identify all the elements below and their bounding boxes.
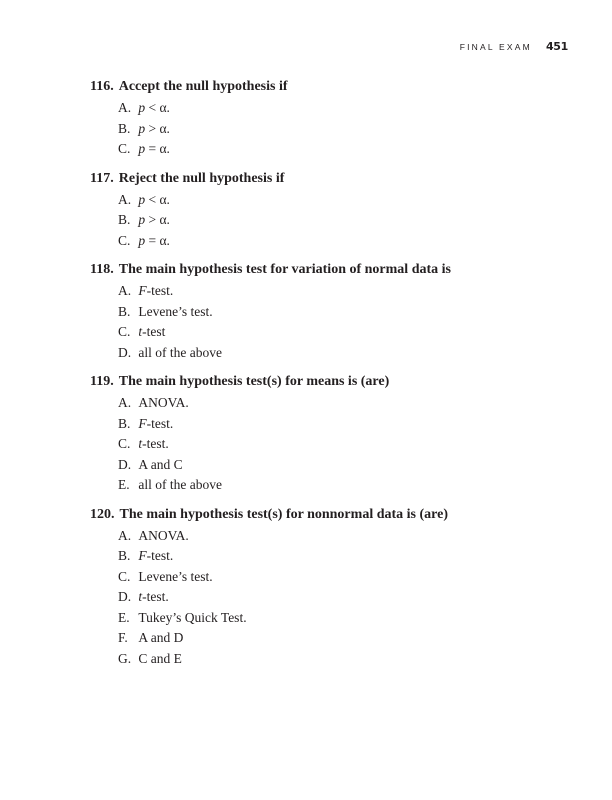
option-label: G.: [118, 650, 132, 666]
option-text: F-test.: [138, 283, 174, 298]
option-label: B.: [118, 548, 131, 563]
option-text: all of the above: [138, 344, 222, 360]
answer-option: [118, 567, 570, 588]
answer-option: [118, 546, 570, 567]
question-120: [90, 506, 570, 670]
question-number: 116.: [90, 79, 114, 94]
option-label: C.: [118, 324, 131, 339]
option-text: ANOVA.: [138, 395, 189, 410]
option-text: F-test.: [138, 415, 174, 431]
option-label: B.: [118, 212, 131, 227]
question-stem: The main hypothesis test for variation of normal data is: [118, 262, 451, 277]
option-text: p = α.: [138, 232, 170, 248]
answer-option: [118, 231, 570, 252]
option-label: D.: [118, 344, 132, 360]
answer-option: [118, 139, 570, 160]
option-text: t-test.: [138, 589, 169, 604]
option-label: B.: [118, 120, 131, 136]
running-header: [460, 40, 568, 53]
answer-option: [118, 475, 570, 496]
option-text: A and D: [138, 630, 184, 645]
question-number: 120.: [90, 506, 115, 522]
option-label: D.: [118, 456, 132, 472]
option-label: B.: [118, 415, 131, 431]
answer-option: [118, 414, 570, 435]
answer-options: [90, 98, 570, 160]
answer-option: [118, 587, 570, 608]
option-text: A and C: [138, 456, 183, 472]
answer-option: [118, 119, 570, 140]
option-label: F.: [118, 630, 128, 645]
option-label: A.: [118, 527, 132, 543]
question-number: 119.: [90, 374, 114, 389]
answer-options: [90, 190, 570, 252]
answer-option: [118, 393, 570, 414]
option-label: C.: [118, 141, 131, 156]
answer-option: [118, 322, 570, 343]
question-stem: The main hypothesis test(s) for means is (are): [118, 374, 390, 389]
option-label: E.: [118, 477, 130, 492]
option-text: Levene’s test.: [138, 303, 213, 319]
answer-option: [118, 302, 570, 323]
option-text: Tukey’s Quick Test.: [138, 609, 247, 625]
option-label: A.: [118, 100, 132, 115]
option-text: p < α.: [138, 191, 170, 207]
option-label: C.: [118, 436, 131, 451]
option-label: C.: [118, 568, 131, 584]
option-label: C.: [118, 232, 131, 248]
section-title: FINAL EXAM: [459, 42, 532, 52]
option-text: all of the above: [138, 477, 222, 492]
option-text: t-test: [138, 324, 166, 339]
option-text: ANOVA.: [138, 527, 189, 543]
question-number: 117.: [90, 170, 114, 186]
option-text: Levene’s test.: [138, 568, 213, 584]
question-119: [90, 373, 570, 496]
question-116: [90, 78, 570, 160]
answer-option: [118, 526, 570, 547]
page-number: 451: [545, 40, 568, 53]
question-stem: The main hypothesis test(s) for nonnormal data is (are): [119, 506, 448, 522]
answer-options: [90, 393, 570, 496]
question-list: [90, 78, 570, 679]
answer-option: [118, 190, 570, 211]
question-number: 118.: [90, 262, 114, 277]
option-text: p = α.: [138, 141, 170, 156]
question-stem: Reject the null hypothesis if: [118, 170, 285, 186]
option-label: E.: [118, 609, 130, 625]
option-label: D.: [118, 589, 132, 604]
answer-options: [90, 281, 570, 363]
option-text: F-test.: [138, 548, 174, 563]
option-text: p < α.: [138, 100, 170, 115]
answer-option: [118, 649, 570, 670]
option-text: t-test.: [138, 436, 169, 451]
question-stem: Accept the null hypothesis if: [118, 79, 288, 94]
answer-option: [118, 98, 570, 119]
answer-options: [90, 526, 570, 670]
answer-option: [118, 608, 570, 629]
answer-option: [118, 281, 570, 302]
answer-option: [118, 343, 570, 364]
answer-option: [118, 628, 570, 649]
answer-option: [118, 434, 570, 455]
option-label: A.: [118, 283, 132, 298]
question-118: [90, 261, 570, 363]
option-text: p > α.: [138, 120, 170, 136]
answer-option: [118, 210, 570, 231]
option-text: p > α.: [138, 212, 170, 227]
answer-option: [118, 455, 570, 476]
option-label: B.: [118, 303, 131, 319]
option-label: A.: [118, 191, 132, 207]
option-label: A.: [118, 395, 132, 410]
question-117: [90, 170, 570, 252]
option-text: C and E: [138, 650, 182, 666]
